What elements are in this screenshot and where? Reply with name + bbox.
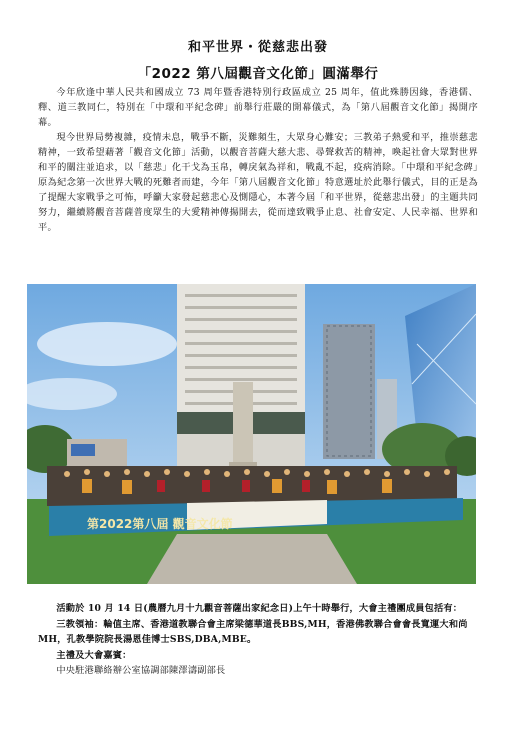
religious-leaders-line: 三教領袖：輪值主席、香港道教聯合會主席梁德華道長BBS,MH，香港佛教聯合會會長寬運大和尚MH，孔教學院院長湯恩佳博士SBS,DBA,MBE。	[38, 618, 468, 645]
construction-tower	[323, 324, 375, 459]
article-body	[38, 85, 478, 235]
guests-heading: 主禮及大會嘉賓：	[56, 649, 132, 661]
title-line-1: 和平世界・從慈悲出發	[187, 40, 328, 55]
paragraph-2: 現今世界局勢複雜，疫情未息，戰爭不斷，災難頻生，大眾身心難安；三教弟子熱愛和平，推崇慈悲精神，一致希望藉著「觀音文化節」活動，以觀音菩薩大慈大悲、尋聲救苦的精神，喚起社會大眾對世界和平的關注並追求，以「慈悲」化干戈為玉帛，轉戾氣為祥和，戰亂不起，疫病消除。「中環和平紀念碑」原為紀念第一次世界大戰的死難者而建，今年「第八屆觀音文化節」特意選址於此舉行儀式，目的正是為了提醒大家戰爭之可怖，呼籲大家發起慈悲心及惻隱心，本著今屆「和平世界，從慈悲出發」的主題共同努力，繼續將觀音菩薩普度眾生的大愛精神傳揚開去，從而達致戰爭止息、社會安定、人民幸福、世界和平。	[38, 132, 478, 233]
cenotaph	[233, 382, 253, 474]
guest-item: 中央駐港聯絡辦公室協調部陳澤濤副部長	[56, 665, 226, 676]
event-details	[38, 601, 483, 679]
photo-illustration	[27, 284, 476, 584]
banner-text: 第2022第八屆 觀音文化節	[87, 517, 233, 531]
event-time-line: 活動於 10 月 14 日(農曆九月十九觀音菩薩出家紀念日)上午十時舉行，大會主禮團成員包括有：	[56, 603, 463, 614]
title-line-2: 「2022 第八屆觀音文化節」圓滿舉行	[137, 66, 379, 82]
event-photo	[27, 284, 476, 584]
paragraph-1: 今年欣逢中華人民共和國成立 73 周年暨香港特別行政區成立 25 周年，值此殊勝因緣，香港儒、釋、道三教同仁，特別在「中環和平紀念碑」前舉行莊嚴的開幕儀式，為「第八屆觀音文化節」揭開序幕。	[38, 87, 478, 128]
